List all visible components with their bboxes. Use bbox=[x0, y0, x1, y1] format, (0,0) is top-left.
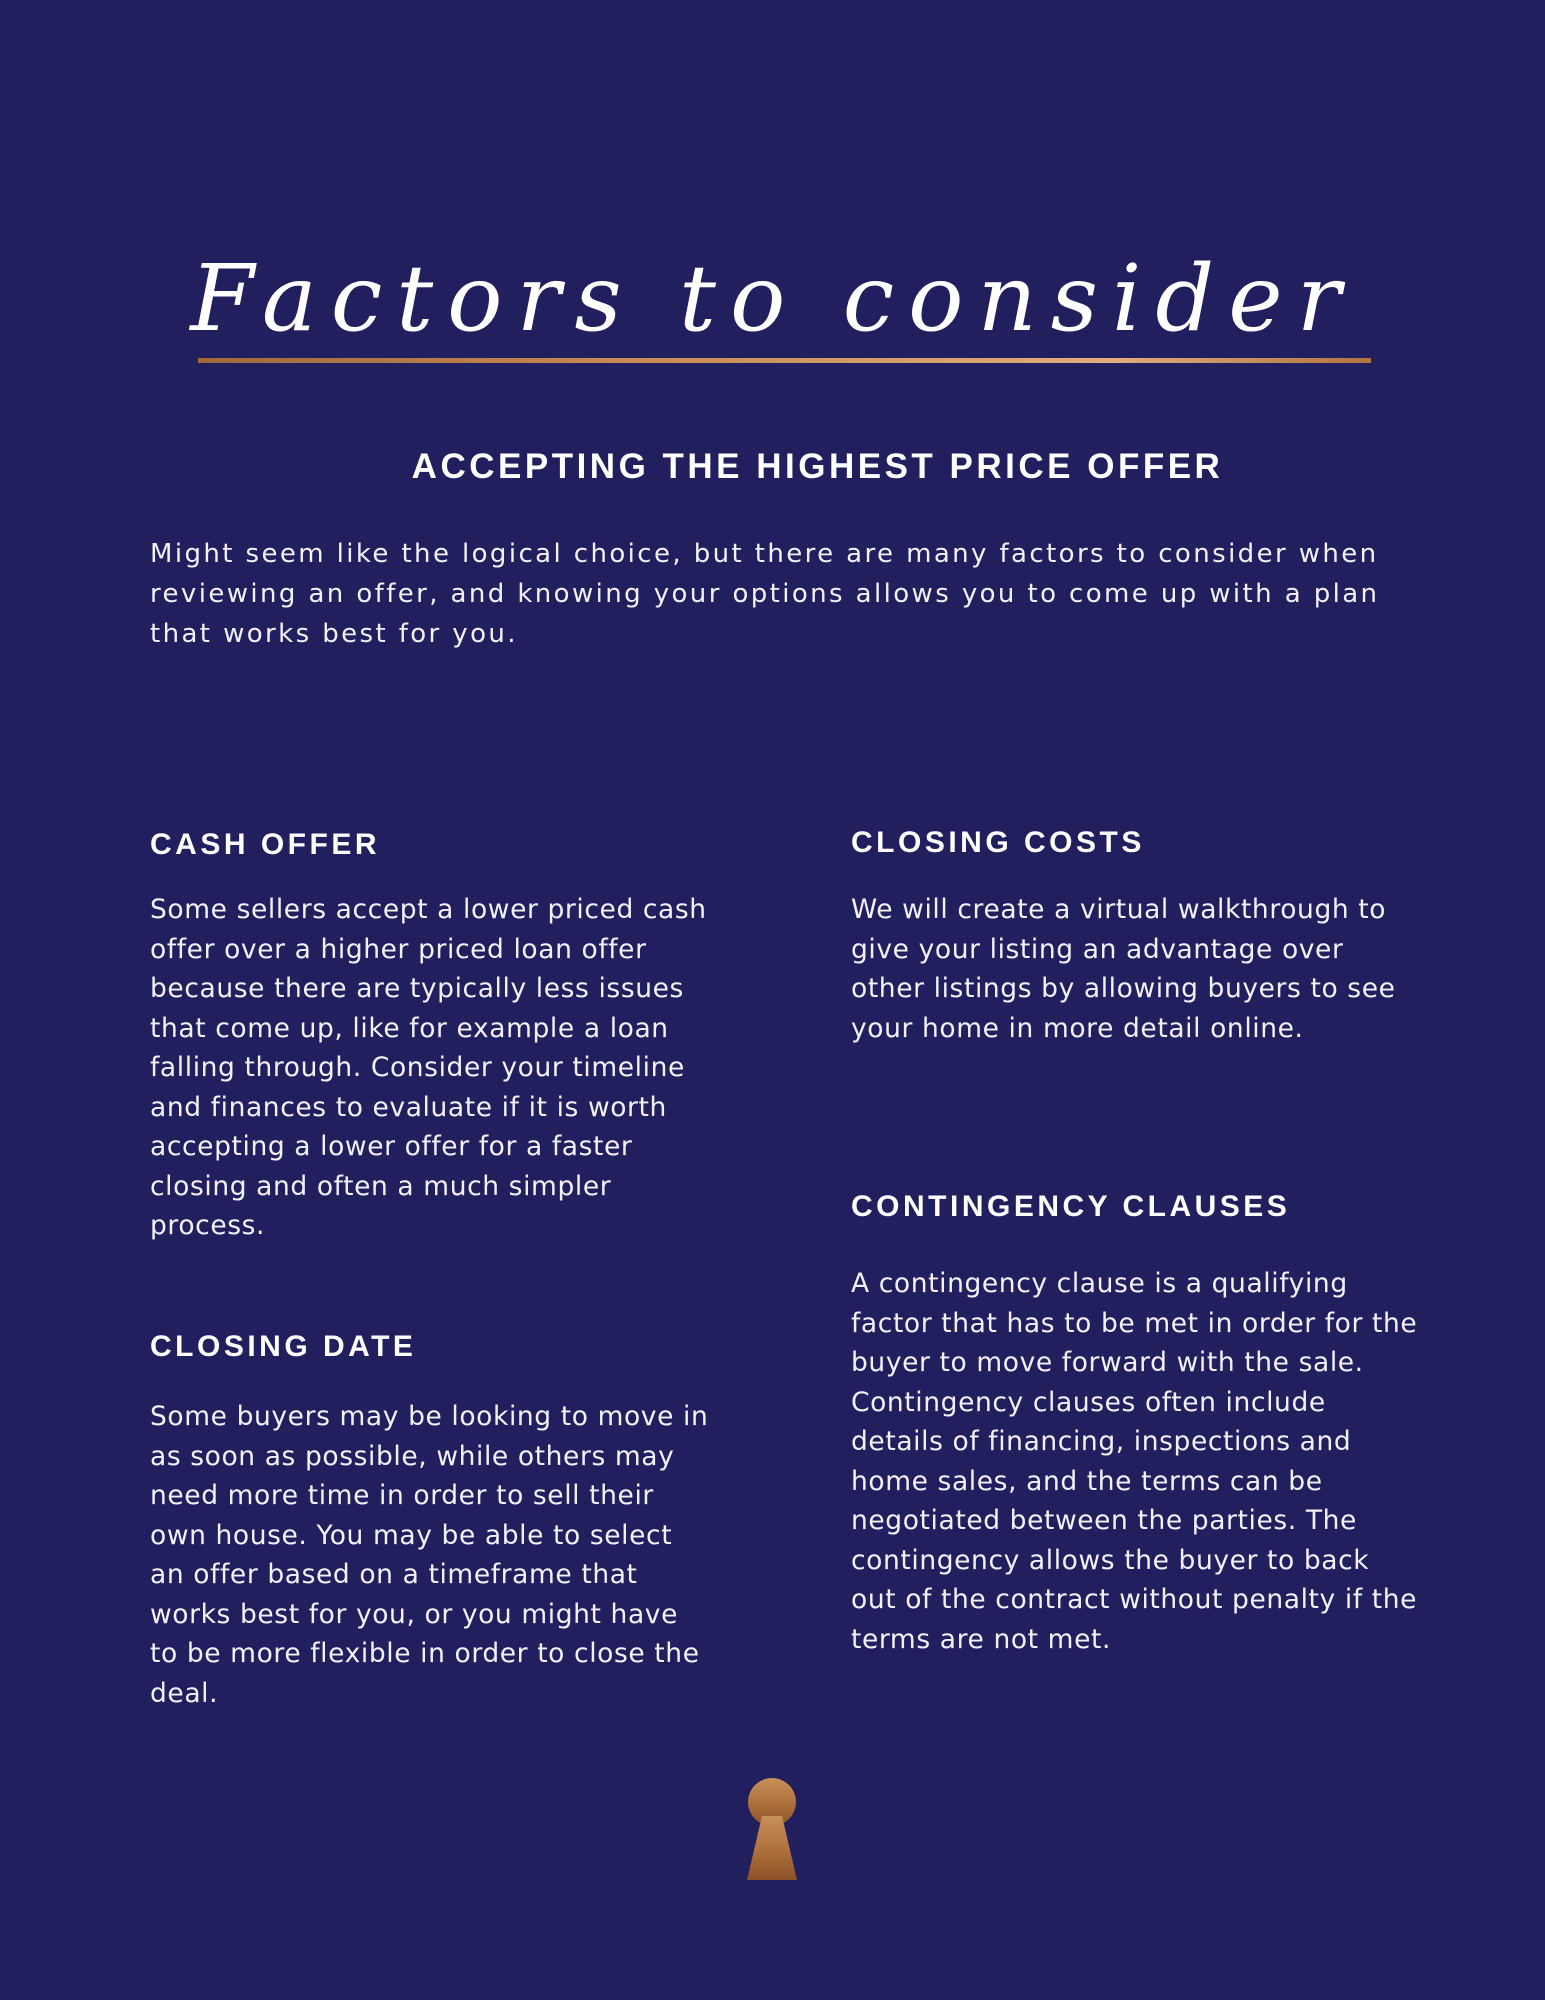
closing-costs-heading: CLOSING COSTS bbox=[851, 826, 1145, 859]
lead-heading: ACCEPTING THE HIGHEST PRICE OFFER bbox=[411, 447, 1224, 486]
contingency-clauses-heading: CONTINGENCY CLAUSES bbox=[851, 1190, 1291, 1223]
lead-paragraph: Might seem like the logical choice, but there are many factors to consider when reviewing an offer, and knowing your options allows you to come up with a plan that works best for you. bbox=[150, 539, 1380, 649]
title-divider bbox=[198, 358, 1371, 363]
cash-offer-heading: CASH OFFER bbox=[150, 828, 380, 861]
contingency-clauses-text: A contingency clause is a qualifying factor that has to be met in order for the buyer to move forward with the sale. Contingency clauses often include details of financing, inspections and home sales, and the terms can be negotiated between the parties. The contingency allows the buyer to back out of the contract without penalty if the terms are not met. bbox=[851, 1268, 1418, 1655]
closing-costs-text: We will create a virtual walkthrough to give your listing an advantage over other listings by allowing buyers to see your home in more detail online. bbox=[851, 894, 1396, 1044]
cash-offer-text: Some sellers accept a lower priced cash offer over a higher priced loan offer because there are typically less issues that come up, like for example a loan falling through. Consider your timeline and finances to evaluate if it is worth accepting a lower offer for a faster closing and often a much simpler process. bbox=[150, 894, 707, 1241]
closing-date-text: Some buyers may be looking to move in as soon as possible, while others may need more time in order to sell their own house. You may be able to select an offer based on a timeframe that works best for you, or you might have to be more flexible in order to close the deal. bbox=[150, 1401, 709, 1709]
closing-date-heading: CLOSING DATE bbox=[150, 1330, 417, 1363]
page-title: Factors to consider bbox=[190, 244, 1355, 352]
keyhole-icon bbox=[745, 1778, 799, 1880]
